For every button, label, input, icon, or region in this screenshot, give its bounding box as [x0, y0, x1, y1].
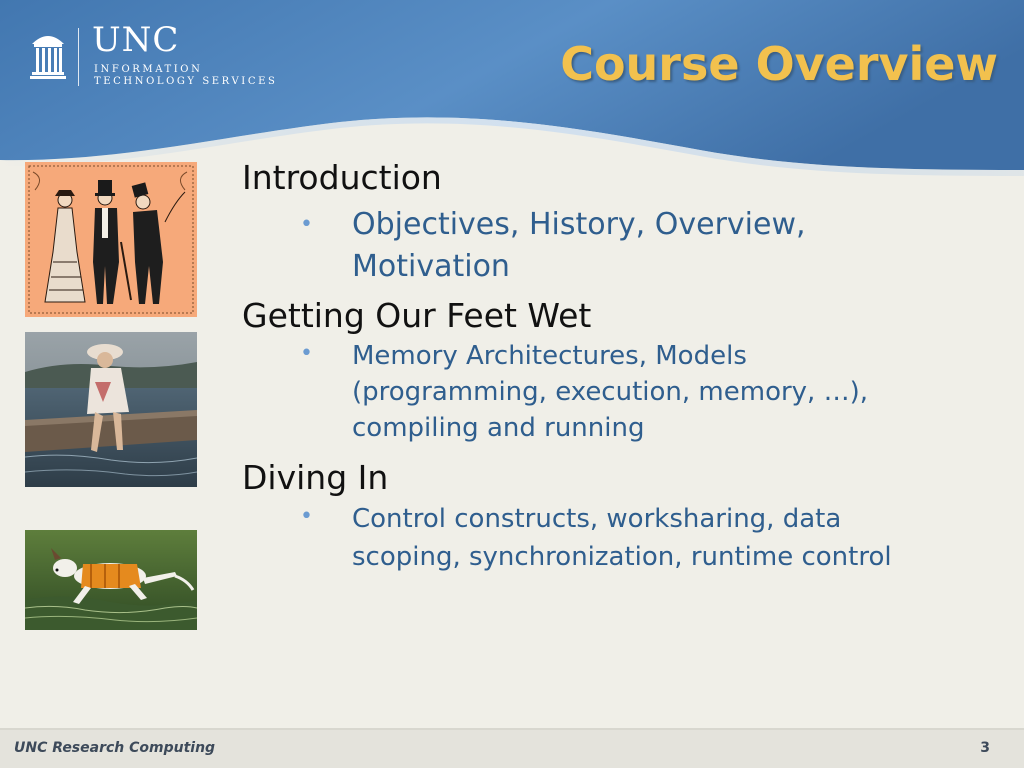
- subtopic-line: Objectives, History, Overview,: [352, 207, 806, 242]
- old-well-icon: [28, 28, 68, 84]
- logo-divider: [78, 28, 79, 86]
- page-number: 3: [980, 740, 990, 756]
- subtopic-line: (programming, execution, memory, …),: [352, 377, 868, 407]
- child-dipping-feet-photo: [25, 332, 197, 487]
- unc-its-logo: [28, 20, 278, 90]
- logo-subtitle-line-1: INFORMATION: [94, 64, 203, 75]
- bullet-icon: •: [300, 504, 313, 529]
- logo-wordmark: UNC: [92, 20, 180, 60]
- logo-subtitle-line-2: TECHNOLOGY SERVICES: [94, 76, 278, 87]
- footer: [0, 730, 1024, 768]
- subtopic-line: Memory Architectures, Models: [352, 341, 747, 371]
- subtopic-introduction: [300, 204, 1012, 288]
- subtopic-line: Motivation: [352, 249, 510, 284]
- bullet-icon: •: [300, 212, 313, 237]
- slide-title: Course Overview: [560, 37, 998, 91]
- footer-organization: UNC Research Computing: [14, 740, 216, 756]
- topic-introduction: Introduction: [242, 158, 442, 197]
- subtopic-getting-our-feet-wet: [300, 338, 1012, 446]
- dog-swimming-photo: [25, 530, 197, 630]
- subtopic-line: compiling and running: [352, 413, 645, 443]
- course-outline: [242, 156, 1012, 576]
- subtopic-diving-in: [300, 500, 1012, 576]
- subtopic-line: Control constructs, worksharing, data: [352, 504, 842, 534]
- topic-getting-our-feet-wet: Getting Our Feet Wet: [242, 296, 592, 335]
- topic-diving-in: Diving In: [242, 458, 389, 497]
- bullet-icon: •: [300, 341, 313, 366]
- subtopic-line: scoping, synchronization, runtime control: [352, 542, 892, 572]
- victorian-introduction-illustration: [25, 162, 197, 317]
